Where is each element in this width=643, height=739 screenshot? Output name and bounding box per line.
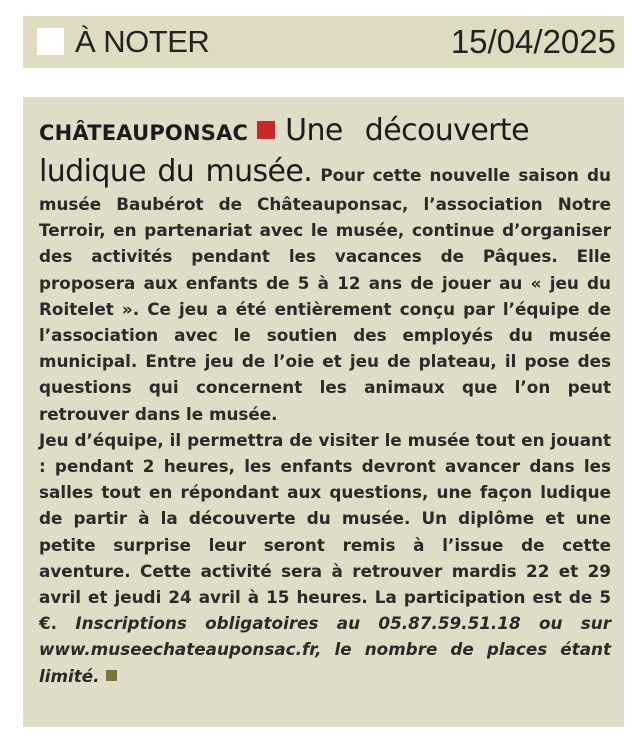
article-body: [39, 109, 611, 689]
article-kicker: CHÂTEAUPONSAC: [39, 121, 249, 145]
registration-info: Inscriptions obligatoires au 05.87.59.51.18 ou sur www.museechateauponsac.fr, le nombre de places étant limité.: [39, 613, 612, 686]
paragraph-2-text: Jeu d’équipe, il permettra de visiter le musée tout en jouant : pendant 2 heures, les enfants devront avancer dans les salles tout en répondant aux questions, une façon ludique de partir à la découverte du musée. Un diplôme et une petite surprise leur seront remis à l’issue de cette aventure. Cette activité sera à retrouver mardis 22 et 29 avril et jeudi 24 avril à 15 heures. La participation est de 5 €.: [39, 429, 611, 634]
article-paragraph-2: [39, 427, 611, 689]
article-paragraph-1: [39, 153, 611, 427]
headline-rest: ludique du musée.: [39, 154, 313, 189]
end-square-icon: [106, 670, 117, 681]
article-box: [23, 97, 624, 727]
headline-first-line: [39, 109, 611, 153]
paragraph-1-text: Pour cette nouvelle saison du musée Baubérot de Châteauponsac, l’association Notre Terroir, en partenariat avec le musée, continue d’organiser des activités pendant les vacances de Pâques. Elle proposera aux enfants de 5 à 12 ans de jouer au « jeu du Roitelet ». Ce jeu a été entièrement conçu par l’équipe de l’association avec le soutien des employés du musée municipal. Entre jeu de l’oie et jeu de plateau, il pose des questions qui concernent les animaux que l’on peut retrouver dans le musée.: [39, 165, 611, 424]
headline-word-decouverte: découverte: [364, 113, 529, 148]
red-square-icon: [257, 121, 275, 139]
publication-date: 15/04/2025: [450, 23, 616, 60]
section-square-icon: [37, 28, 64, 55]
headline-word-une: Une: [285, 113, 343, 148]
section-label: À NOTER: [75, 24, 210, 59]
section-header: [23, 16, 624, 68]
